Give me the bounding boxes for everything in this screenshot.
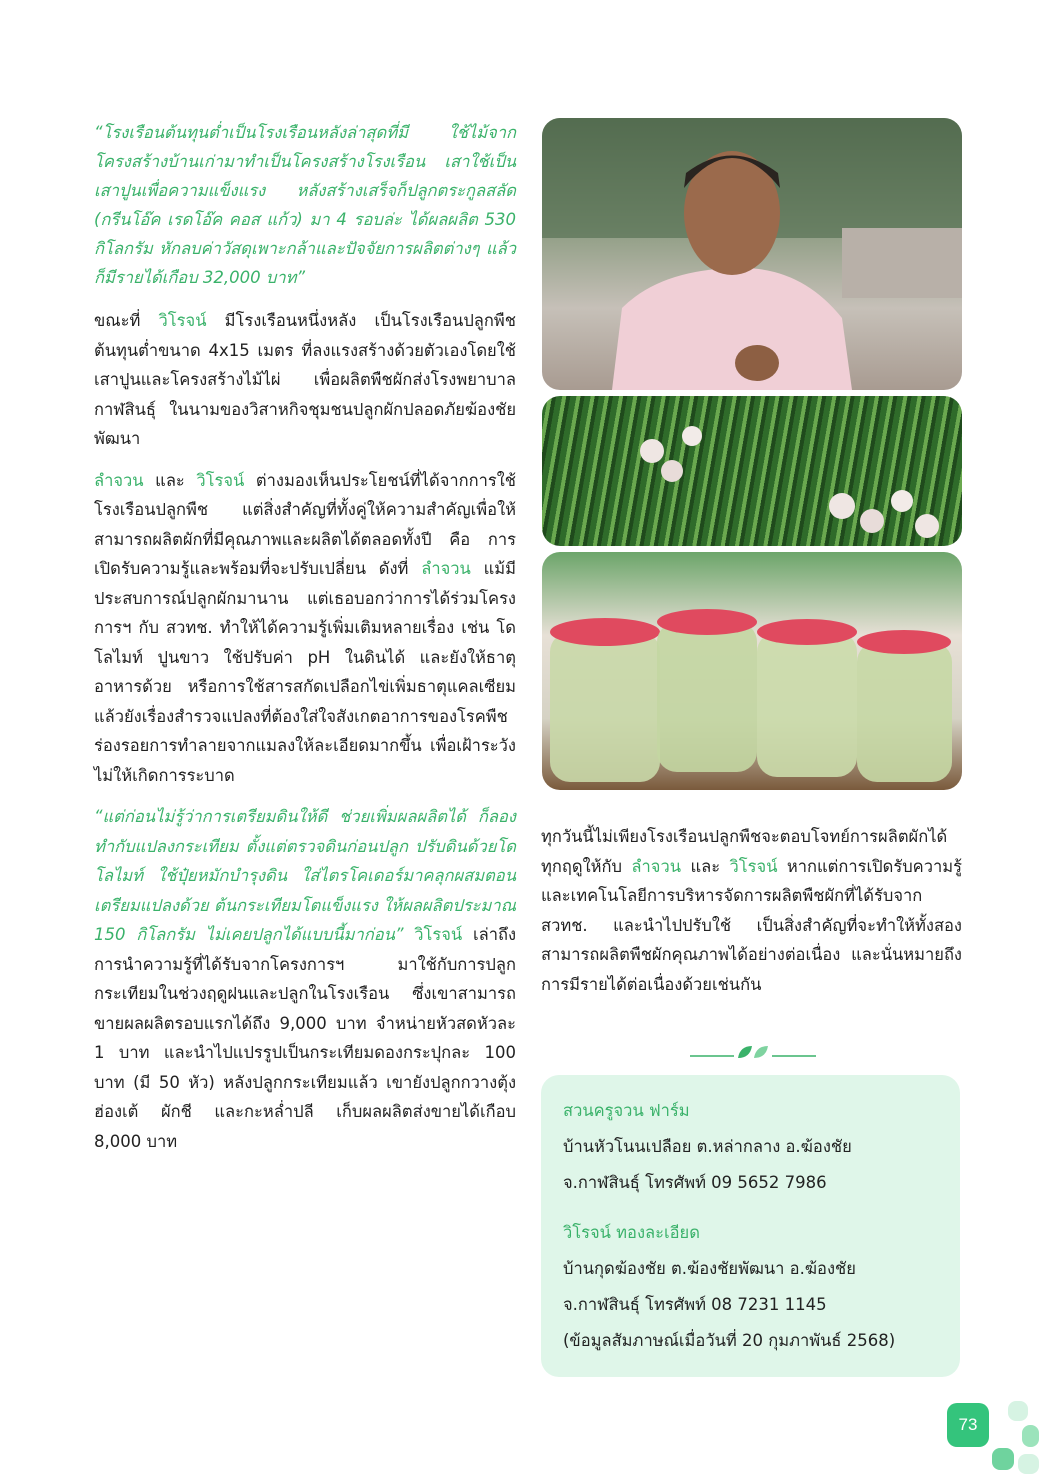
person-name: ลำจวน	[421, 559, 471, 578]
decorative-square	[1022, 1425, 1039, 1447]
address: บ้านกุดฆ้องชัย ต.ฆ้องชัยพัฒนา อ.ฆ้องชัย	[563, 1259, 856, 1278]
interview-note: (ข้อมูลสัมภาษณ์เมื่อวันที่ 20 กุมภาพันธ์ 2568)	[563, 1331, 896, 1350]
text-run: และ	[143, 470, 197, 490]
farm-name: สวนครูจวน ฟาร์ม	[563, 1101, 690, 1120]
phone: จ.กาฬสินธุ์ โทรศัพท์ 08 7231 1145	[563, 1295, 827, 1314]
person-name: วิโรจน์	[196, 470, 245, 490]
page-number: 73	[947, 1403, 989, 1447]
text-run: ต่างมองเห็นประโยชน์ที่ได้จากการใช้โรงเรือนปลูกพืช แต่สิ่งสำคัญที่ทั้งคู่ให้ความสำคัญเพื่อให้สามารถผลิตผักที่มีคุณภาพและผลิตได้ตลอดทั้งปี คือ การเปิดรับความรู้และพร้อมที่จะปรับเปลี่ยน ดังที่	[94, 470, 516, 578]
garlic-illustration	[542, 396, 962, 546]
decorative-square	[1008, 1401, 1028, 1421]
text-run: แม้มีประสบการณ์ปลูกผักมานาน แต่เธอบอกว่าการได้ร่วมโครงการฯ กับ สวทช. ทำให้ได้ความรู้เพิ่มเติมหลายเรื่อง เช่น โดโลไมท์ ปูนขาว ใช้ปรับค่า pH ในดินได้ และยังให้ธาตุอาหารด้วย หรือการใช้สารสกัดเปลือกไข่เพิ่มธาตุแคลเซียม แล้วยังเรื่องสำรวจแปลงที่ต้องใส่ใจสังเกตอาการของโรคพืช ร่องรอยการทำลายจากแมลงให้ละเอียดมากขึ้น เพื่อเฝ้าระวังไม่ให้เกิดการระบาด	[94, 559, 516, 785]
paragraph-1	[94, 306, 516, 454]
farmer-portrait-photo	[542, 118, 962, 390]
paragraph-4	[541, 822, 962, 999]
decorative-square	[1018, 1454, 1039, 1474]
right-column	[541, 822, 962, 1011]
text-run: เล่าถึงการนำความรู้ที่ได้รับจากโครงการฯ มาใช้กับการปลูกกระเทียมในช่วงฤดูฝนและปลูกในโรงเรือน ซึ่งเขาสามารถขายผลผลิตรอบแรกได้ถึง 9,000 บาท จำหน่ายหัวสดหัวละ 1 บาท และนำไปแปรรูปเป็นกระเทียมดองกระปุกละ 100 บาท (มี 50 หัว) หลังปลูกกระเทียมแล้ว เขายังปลูกกวางตุ้งฮ่องเต้ ผักชี และกะหล่ำปลี เก็บผลผลิตส่งขายได้เกือบ 8,000 บาท	[94, 925, 517, 1151]
left-column	[94, 118, 516, 1168]
person-name: ลำจวน	[631, 856, 682, 876]
text-run: มีโรงเรือนหนึ่งหลัง เป็นโรงเรือนปลูกพืชต้นทุนต่ำขนาด 4x15 เมตร ที่ลงแรงสร้างด้วยตัวเองโดยใช้เสาปูนและโครงสร้างไม้ไผ่ เพื่อผลิตพืชผักส่งโรงพยาบาลกาฬสินธุ์ ในนามของวิสาหกิจชุมชนปลูกผักปลอดภัยฆ้องชัยพัฒนา	[94, 311, 516, 448]
leaf-divider-icon	[690, 1044, 816, 1060]
text-run: และ	[681, 856, 730, 876]
address: บ้านหัวโนนเปลือย ต.หล่ากลาง อ.ฆ้องชัย	[563, 1137, 852, 1156]
person-name: วิโรจน์	[729, 856, 778, 876]
paragraph-2	[94, 466, 516, 791]
garlic-harvest-photo	[542, 396, 962, 546]
phone: จ.กาฬสินธุ์ โทรศัพท์ 09 5652 7986	[563, 1173, 827, 1192]
farm-name: วิโรจน์ ทองละเอียด	[563, 1223, 700, 1242]
paragraph-3	[94, 802, 516, 1156]
pull-quote: “โรงเรือนต้นทุนต่ำเป็นโรงเรือนหลังล่าสุดที่มี ใช้ไม้จากโครงสร้างบ้านเก่ามาทำเป็นโครงสร้างโรงเรือน เสาใช้เป็นเสาปูนเพื่อความแข็งแรง หลังสร้างเสร็จก็ปลูกตระกูลสลัด (กรีนโอ๊ค เรดโอ๊ค คอส แก้ว) มา 4 รอบล่ะ ได้ผลผลิต 530 กิโลกรัม หักลบค่าวัสดุเพาะกล้าและปัจจัยการผลิตต่างๆ แล้วก็มีรายได้เกือบ 32,000 บาท”	[94, 123, 516, 287]
pickled-garlic-jars-photo	[542, 552, 962, 790]
text-run: หากแต่การเปิดรับความรู้และเทคโนโลยีการบริหารจัดการผลิตพืชผักที่ได้รับจาก สวทช. และนำไปปรับใช้ เป็นสิ่งสำคัญที่จะทำให้ทั้งสองสามารถผลิตพืชผักคุณภาพได้อย่างต่อเนื่อง และนั่นหมายถึงการมีรายได้ต่อเนื่องด้วยเช่นกัน	[541, 856, 962, 994]
inline-quote: “แต่ก่อนไม่รู้ว่าการเตรียมดินให้ดี ช่วยเพิ่มผลผลิตได้ ก็ลองทำกับแปลงกระเทียม ตั้งแต่ตรวจดินก่อนปลูก ปรับดินด้วยโดโลไมท์ ใช้ปุ๋ยหมักบำรุงดิน ใส่ไตรโคเดอร์มาคลุกผสมตอนเตรียมแปลงด้วย ต้นกระเทียมโตแข็งแรง ให้ผลผลิตประมาณ 150 กิโลกรัม ไม่เคยปลูกได้แบบนี้มาก่อน”	[94, 807, 516, 944]
decorative-square	[992, 1448, 1014, 1470]
person-name: ลำจวน	[94, 470, 144, 490]
jars-illustration	[542, 552, 962, 790]
text-run: ทุกวันนี้ไม่เพียงโรงเรือนปลูกพืชจะตอบโจทย์การผลิตผักได้ทุกฤดูให้กับ	[541, 827, 948, 876]
portrait-illustration	[542, 118, 962, 390]
person-name: วิโรจน์	[403, 925, 463, 944]
text-run: ขณะที่	[94, 311, 159, 330]
contact-box	[541, 1075, 960, 1377]
person-name: วิโรจน์	[158, 311, 207, 330]
